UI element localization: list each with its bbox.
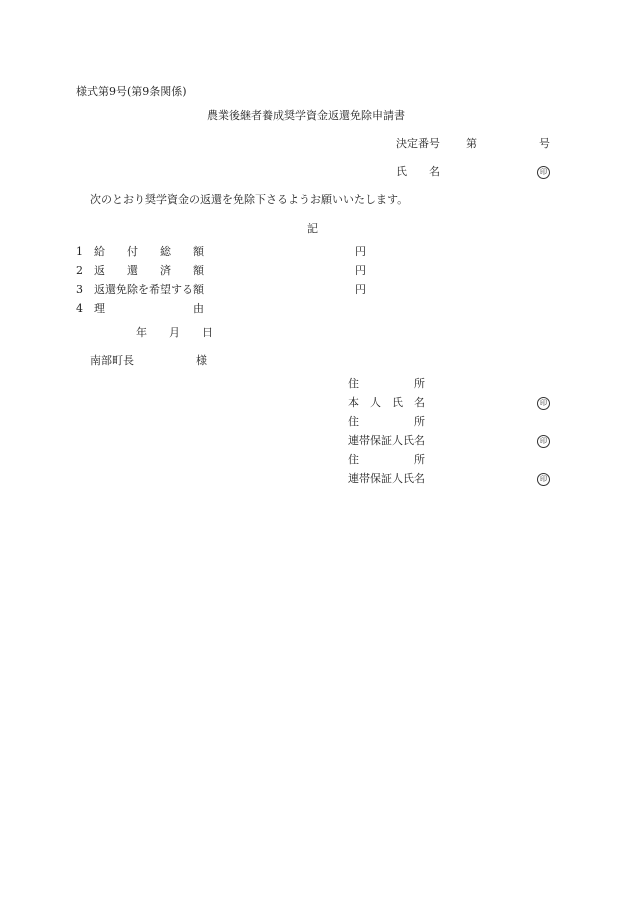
seal-icon: 印: [537, 435, 550, 448]
item-number: 1: [76, 245, 83, 258]
seal-icon: 印: [537, 473, 550, 486]
item-unit: 円: [355, 264, 366, 277]
addressee-honorific: 様: [196, 354, 207, 367]
seal-icon: 印: [537, 166, 550, 179]
ki-heading: 記: [307, 222, 318, 235]
decision-go: 号: [539, 137, 550, 150]
guarantor-name-label: 連帯保証人氏名: [348, 472, 425, 485]
signer-address-label: 住 所: [348, 377, 425, 390]
request-text: 次のとおり奨学資金の返還を免除下さるようお願いいたします。: [90, 193, 409, 206]
item-label: 理 由: [94, 302, 204, 315]
item-label: 給 付 総 額: [94, 245, 204, 258]
decision-number-label: 決定番号: [396, 137, 440, 150]
guarantor-name-label: 連帯保証人氏名: [348, 434, 425, 447]
decision-dai: 第: [466, 137, 477, 150]
document-title: 農業後継者養成奨学資金返還免除申請書: [207, 109, 405, 122]
addressee-name: 南部町長: [90, 354, 134, 367]
item-number: 3: [76, 283, 83, 296]
applicant-name-label: 氏 名: [396, 165, 440, 178]
item-number: 4: [76, 302, 83, 315]
item-unit: 円: [355, 283, 366, 296]
item-label: 返 還 済 額: [94, 264, 204, 277]
item-label: 返還免除を希望する額: [94, 283, 204, 296]
item-unit: 円: [355, 245, 366, 258]
seal-icon: 印: [537, 397, 550, 410]
form-number: 様式第9号(第9条関係): [76, 85, 187, 98]
signer-address-label: 住 所: [348, 415, 425, 428]
signer-address-label: 住 所: [348, 453, 425, 466]
signer-name-label: 本 人 氏 名: [348, 396, 425, 409]
item-number: 2: [76, 264, 83, 277]
date-line: 年 月 日: [136, 326, 213, 339]
